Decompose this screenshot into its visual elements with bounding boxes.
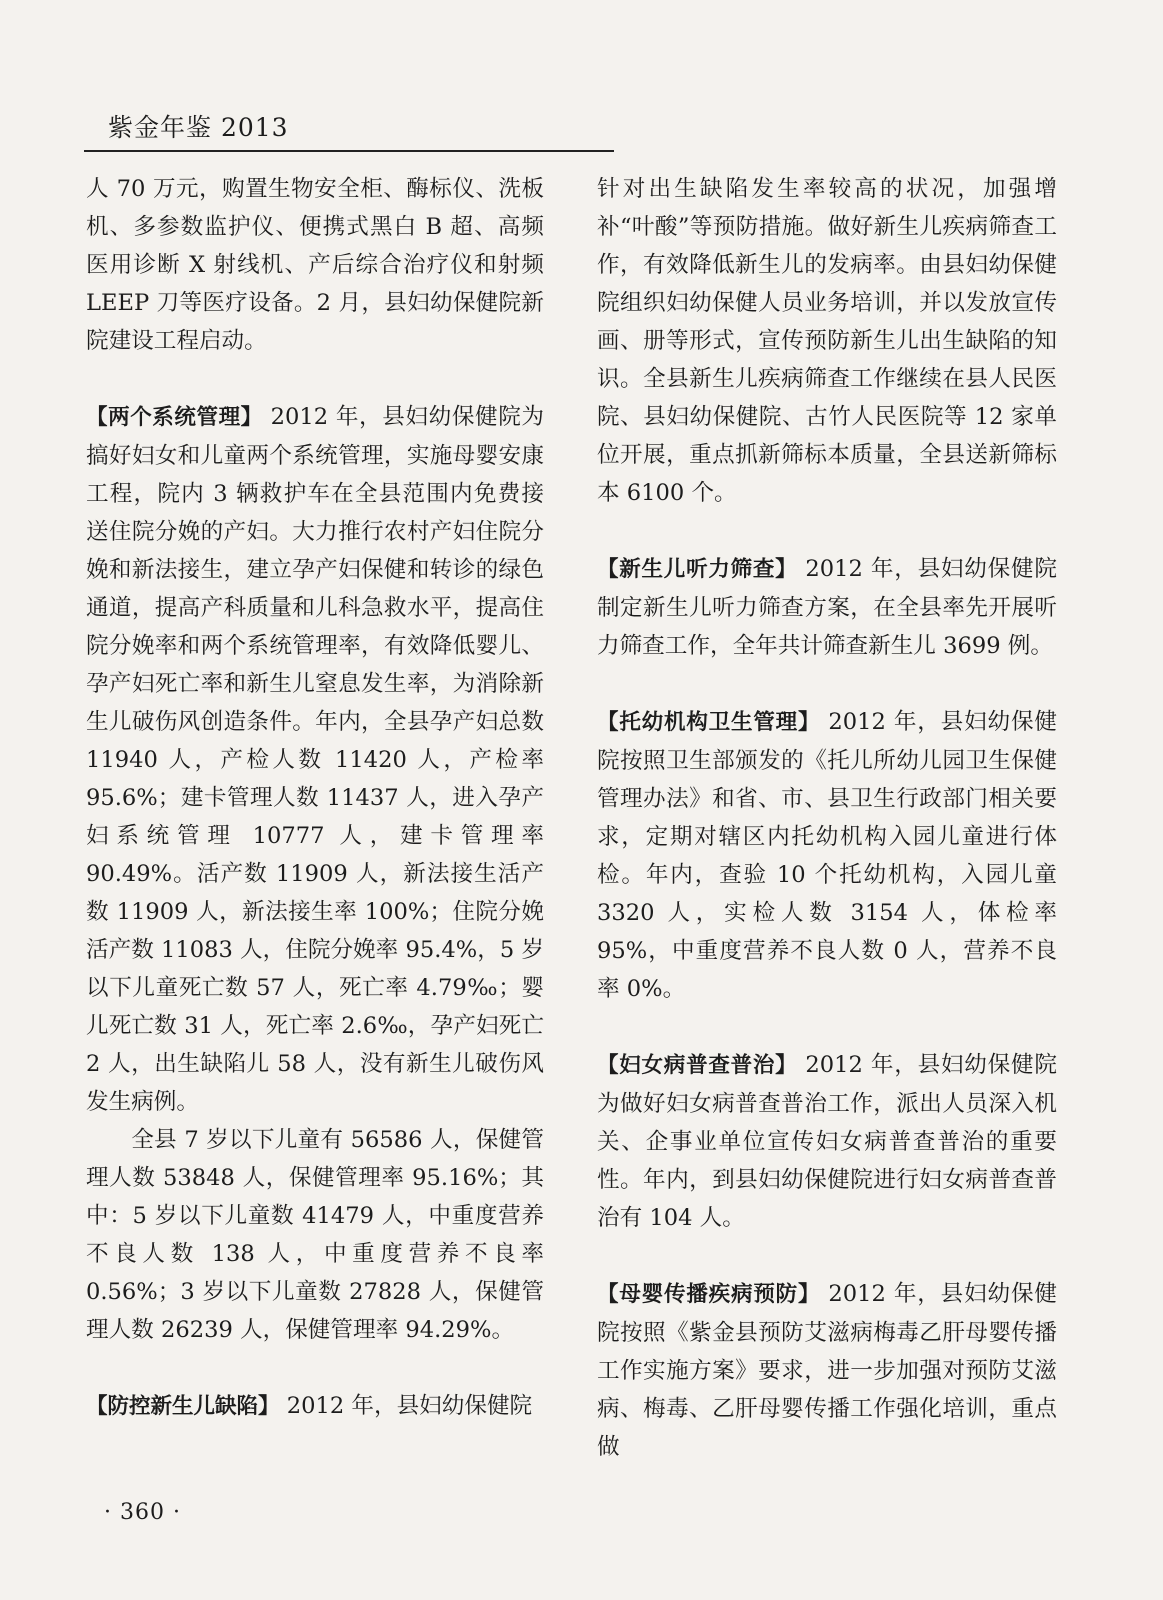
paragraph (86, 1121, 544, 1349)
entry-two-systems (86, 398, 544, 1121)
entry-hearing-screening (597, 550, 1057, 665)
entry-text: 2012 年，县妇幼保健院按照《紫金县预防艾滋病梅毒乙肝母婴传播工作实施方案》要求，进一步加强对预防艾滋病、梅毒、乙肝母婴传播工作强化培训，重点做 (597, 1281, 1057, 1460)
entry-heading: 【两个系统管理】 (86, 405, 263, 430)
left-column (86, 170, 544, 1510)
entry-text: 2012 年，县妇幼保健院按照卫生部颁发的《托儿所幼儿园卫生保健管理办法》和省、市、县卫生行政部门相关要求，定期对辖区内托幼机构入园儿童进行体检。年内，查验 10 个托幼机构，入园儿童 3320 人，实检人数 3154 人，体检率 95%，中重度营养不良人数 0 人，营养不良率 0%。 (597, 709, 1057, 1002)
entry-childcare-hygiene (597, 703, 1057, 1008)
entry-heading: 【妇女病普查普治】 (597, 1053, 798, 1078)
entry-text: 2012 年，县妇幼保健院为做好妇女病普查普治工作，派出人员深入机关、企事业单位宣传妇女病普查普治的重要性。年内，到县妇幼保健院进行妇女病普查普治有 104 人。 (597, 1052, 1057, 1231)
paragraph-text: 人 70 万元，购置生物安全柜、酶标仪、洗板机、多参数监护仪、便携式黑白 B 超、高频医用诊断 X 射线机、产后综合治疗仪和射频 LEEP 刀等医疗设备。2 月，县妇幼保健院新院建设工程启动。 (86, 176, 544, 354)
paragraph-text: 全县 7 岁以下儿童有 56586 人，保健管理人数 53848 人，保健管理率 95.16%；其中：5 岁以下儿童数 41479 人，中重度营养不良人数 138 人，中重度营养不良率 0.56%；3 岁以下儿童数 27828 人，保健管理人数 26239 人，保健管理率 94.29%。 (86, 1127, 544, 1343)
paragraph (86, 170, 544, 360)
right-column (597, 170, 1057, 1510)
entry-mother-infant-transmission (597, 1275, 1057, 1466)
entry-text: 2012 年，县妇幼保健院为搞好妇女和儿童两个系统管理，实施母婴安康工程，院内 3 辆救护车在全县范围内免费接送住院分娩的产妇。大力推行农村产妇住院分娩和新法接生，建立孕产妇保健和转诊的绿色通道，提高产科质量和儿科急救水平，提高住院分娩率和两个系统管理率，有效降低婴儿、孕产妇死亡率和新生儿窒息发生率，为消除新生儿破伤风创造条件。年内，全县孕产妇总数 11940 人，产检人数 11420 人，产检率 95.6%；建卡管理人数 11437 人，进入孕产妇系统管理 10777 人，建卡管理率 90.49%。活产数 11909 人，新法接生活产数 11909 人，新法接生率 100%；住院分娩活产数 11083 人，住院分娩率 95.4%，5 岁以下儿童死亡数 57 人，死亡率 4.79‰；婴儿死亡数 31 人，死亡率 2.6‰，孕产妇死亡 2 人，出生缺陷儿 58 人，没有新生儿破伤风发生病例。 (86, 404, 544, 1115)
entry-heading: 【母婴传播疾病预防】 (597, 1282, 821, 1307)
paragraph-text: 针对出生缺陷发生率较高的状况，加强增补“叶酸”等预防措施。做好新生儿疾病筛查工作，有效降低新生儿的发病率。由县妇幼保健院组织妇幼保健人员业务培训，并以发放宣传画、册等形式，宣传预防新生儿出生缺陷的知识。全县新生儿疾病筛查工作继续在县人民医院、县妇幼保健院、古竹人民医院等 12 家单位开展，重点抓新筛标本质量，全县送新筛标本 6100 个。 (597, 176, 1057, 506)
entry-heading: 【托幼机构卫生管理】 (597, 710, 821, 735)
entry-heading: 【防控新生儿缺陷】 (86, 1394, 280, 1419)
entry-text: 2012 年，县妇幼保健院 (279, 1393, 533, 1419)
header-rule (84, 150, 614, 152)
entry-womens-screening (597, 1046, 1057, 1237)
entry-birth-defects (86, 1387, 544, 1426)
running-header-title: 紫金年鉴 2013 (108, 113, 289, 142)
paragraph (597, 170, 1057, 512)
entry-heading: 【新生儿听力筛查】 (597, 557, 798, 582)
entry-text: 2012 年，县妇幼保健院制定新生儿听力筛查方案，在全县率先开展听力筛查工作，全年共计筛查新生儿 3699 例。 (597, 556, 1057, 659)
page-number: · 360 · (104, 1500, 181, 1525)
